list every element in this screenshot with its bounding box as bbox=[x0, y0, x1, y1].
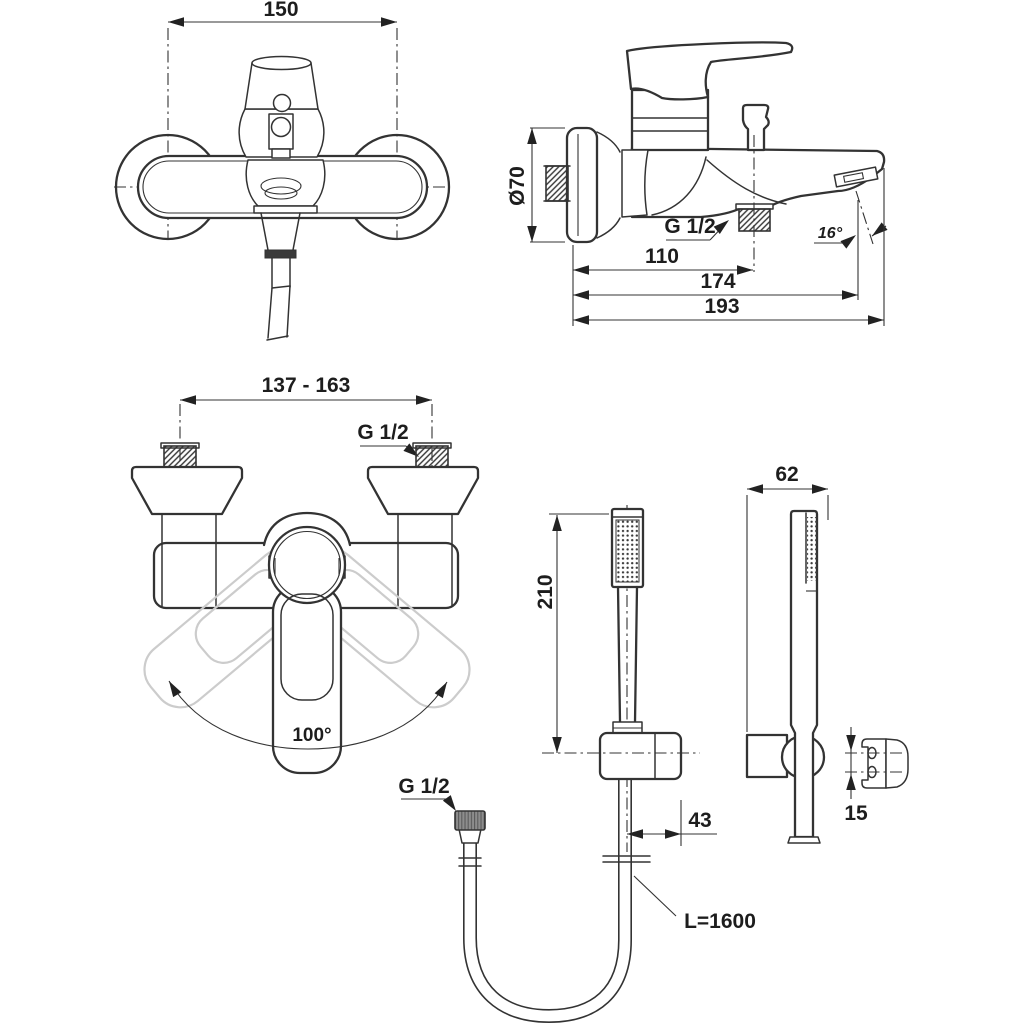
dim-label-16deg: 16° bbox=[817, 225, 843, 242]
dim-label-150: 150 bbox=[263, 0, 299, 21]
dim-label-15: 15 bbox=[844, 802, 868, 825]
dim-label-62: 62 bbox=[775, 463, 799, 486]
dim-label-43: 43 bbox=[688, 809, 712, 832]
dim-label-137-163: 137 - 163 bbox=[261, 374, 351, 397]
dim-16deg bbox=[814, 222, 888, 248]
bracket-channel bbox=[862, 739, 886, 788]
hose-nut bbox=[455, 811, 485, 830]
right-escutcheon bbox=[368, 467, 478, 514]
dim-label-70: Ø70 bbox=[506, 166, 529, 206]
lever-handle bbox=[627, 42, 792, 99]
bath-mixer-side-view bbox=[506, 42, 888, 326]
diverter-knob bbox=[743, 105, 769, 150]
dim-label-193: 193 bbox=[704, 295, 740, 318]
hand-shower-side-view bbox=[747, 463, 828, 843]
hose-outline bbox=[470, 778, 625, 1016]
hose-end-side bbox=[788, 837, 820, 843]
thread-label-side: G 1/2 bbox=[664, 215, 716, 238]
wall-flange bbox=[567, 128, 597, 242]
shower-holder bbox=[600, 733, 681, 779]
thread-label-shower: G 1/2 bbox=[357, 421, 409, 444]
thread-label-hose: G 1/2 bbox=[398, 775, 450, 798]
dim-label-210: 210 bbox=[534, 574, 557, 610]
knob-button bbox=[274, 95, 291, 112]
thread-callout-shower bbox=[357, 421, 422, 461]
spray-face-side bbox=[807, 517, 818, 581]
dim-193 bbox=[573, 295, 884, 325]
outlet-tube bbox=[267, 258, 290, 340]
hose-length-callout bbox=[634, 876, 756, 933]
dim-43 bbox=[627, 800, 717, 846]
wall-bracket-detail bbox=[844, 727, 908, 825]
spray-face bbox=[616, 520, 639, 582]
dim-label-110: 110 bbox=[645, 245, 679, 268]
bracket-cap bbox=[886, 739, 908, 788]
left-escutcheon bbox=[132, 467, 242, 514]
connector-ring bbox=[622, 150, 648, 217]
thread-callout-side bbox=[664, 215, 732, 240]
outlet-collar bbox=[265, 250, 296, 258]
threaded-inlet bbox=[546, 166, 568, 201]
dim-label-100deg: 100° bbox=[292, 725, 332, 746]
left-inlet-stud bbox=[164, 446, 196, 469]
bath-mixer-front-view bbox=[114, 0, 450, 340]
thread-callout-hose bbox=[398, 775, 460, 814]
shower-mixer-front-view bbox=[132, 374, 481, 773]
dim-label-174: 174 bbox=[700, 270, 736, 293]
hose-length-label: L=1600 bbox=[684, 910, 756, 933]
right-inlet-stud bbox=[416, 446, 448, 469]
handle-hub bbox=[269, 527, 345, 603]
